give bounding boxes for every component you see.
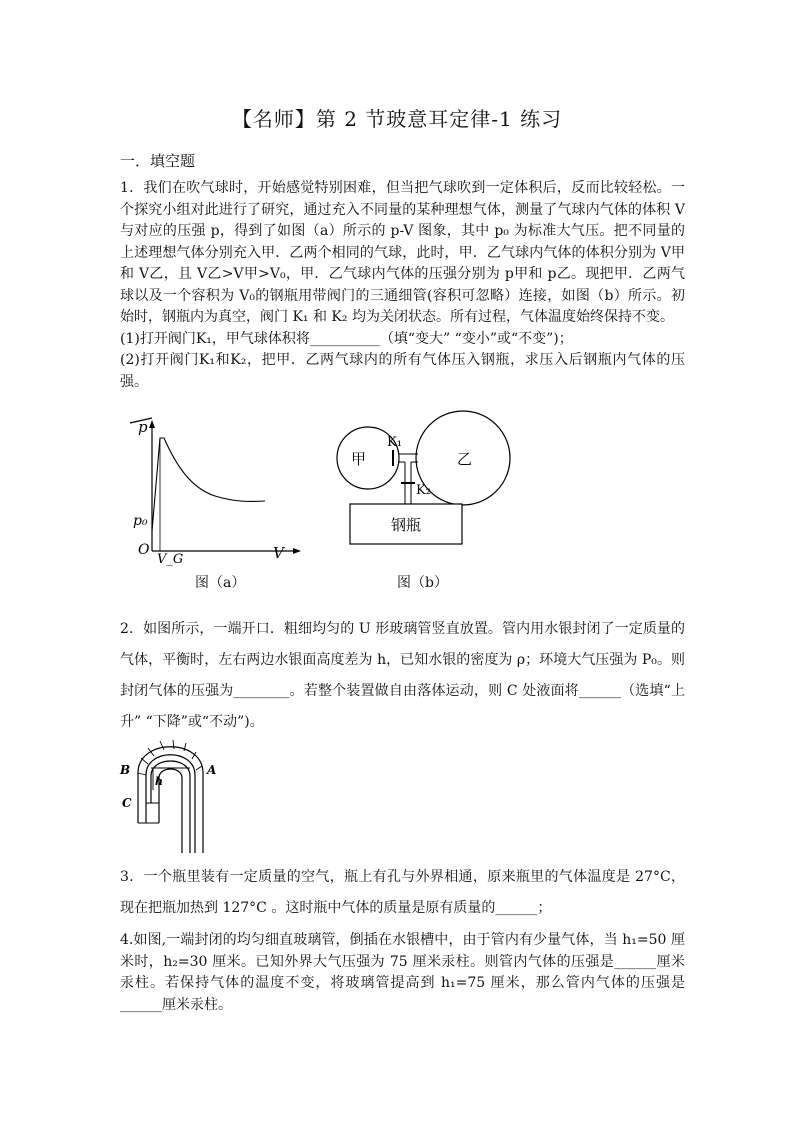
page-title: 【名师】第 2 节玻意耳定律-1 练习 bbox=[231, 107, 563, 131]
label-c: C bbox=[122, 796, 132, 810]
pv-curve bbox=[152, 438, 265, 531]
question-1-text: 1．我们在吹气球时，开始感觉特别困难，但当把气球吹到一定体积后，反而比较轻松。一个探究小组对此进行了研究，通过充入不同量的某种理想气体，测量了气球内气体的体积 V 与对应的压强 p，得到了如图（a）所示的 p-V 图象，其中 p₀ 为标准大气压。把不同量的上述理想气体分别充入甲．乙两个相同的气球，此时，甲．乙气球内气体的体积分别为 V甲和 V乙，且 V乙>V甲>V₀，甲．乙气球内气体的压强分别为 p甲和 p乙。现把甲．乙两气球以及一个容积为 V₀的钢瓶用带阀门的三通细管(容积可忽略）连接，如图（b）所示。初始时，钢瓶内为真空，阀门 K₁ 和 K₂ 均为关闭状态。所有过程，气体温度始终保持不变。 bbox=[120, 180, 685, 325]
p0-label: p₀ bbox=[133, 513, 148, 529]
question-1 bbox=[120, 178, 685, 393]
figure-a-caption: 图（a） bbox=[195, 575, 246, 591]
section-heading: 一．填空题 bbox=[120, 152, 196, 170]
figure-b-caption: 图（b） bbox=[397, 575, 448, 591]
vg-label: V_G bbox=[157, 552, 184, 567]
label-b: B bbox=[120, 763, 131, 777]
question-3: 3．一个瓶里装有一定质量的空气，瓶上有孔与外界相通，原来瓶里的气体温度是 27°C，现在把瓶加热到 127°C 。这时瓶中气体的质量是原有质量的______； bbox=[120, 869, 685, 916]
question-2: 2．如图所示，一端开口．粗细均匀的 U 形玻璃管竖直放置。管内用水银封闭了一定质量的气体，平衡时，左右两边水银面高度差为 h，已知水银的密度为 ρ；环境大气压强为 P₀。则封闭气体的压强为________。若整个装置做自由落体运动，则 C 处液面将______（选填“上升” “下降”或“不动”)。 bbox=[120, 621, 685, 730]
bottle-label: 钢瓶 bbox=[391, 516, 422, 534]
origin-label: O bbox=[138, 542, 150, 558]
yi-label: 乙 bbox=[457, 450, 473, 468]
p-axis-label: p bbox=[138, 418, 148, 436]
k1-label: K₁ bbox=[387, 435, 402, 450]
v-axis-label: V bbox=[273, 544, 284, 562]
k2-label: K₂ bbox=[416, 483, 431, 498]
figure-u-tube bbox=[118, 728, 228, 858]
question-4: 4.如图,一端封闭的均匀细直玻璃管，倒插在水银槽中，由于管内有少量气体，当 h₁=50 厘米时，h₂=30 厘米。已知外界大气压强为 75 厘米汞柱。则管内气体的压强是______厘米汞柱。若保持气体的温度不变，将玻璃管提高到 h₁=75 厘米，那么管内气体的压强是______厘米汞柱。 bbox=[120, 932, 685, 1013]
u-tube-hatched bbox=[138, 747, 203, 853]
figure-b-apparatus bbox=[335, 420, 515, 570]
question-1-sub1: (1)打开阀门K₁，甲气球体积将__________（填“变大” “变小”或“不变”)； bbox=[120, 330, 573, 347]
label-a: A bbox=[207, 763, 217, 777]
figure-a-pv-graph bbox=[130, 418, 320, 568]
y-axis-arrow bbox=[149, 420, 155, 428]
label-h: h bbox=[155, 775, 163, 788]
question-1-sub2: (2)打开阀门K₁和K₂，把甲．乙两气球内的所有气体压入钢瓶，求压入后钢瓶内气体的压强。 bbox=[120, 352, 685, 390]
x-axis-arrow bbox=[293, 548, 301, 554]
jia-label: 甲 bbox=[351, 450, 367, 468]
